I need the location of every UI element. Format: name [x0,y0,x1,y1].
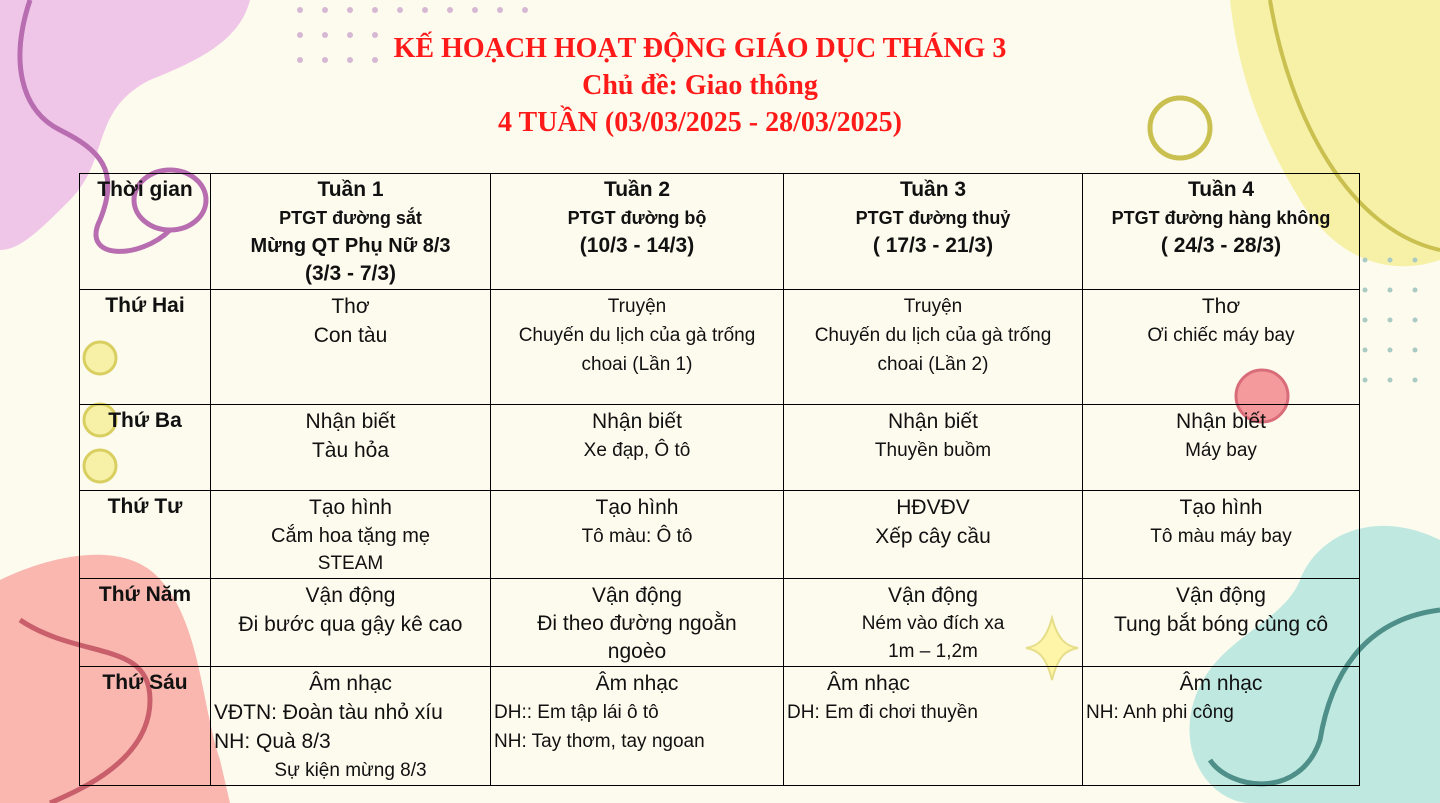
activity-cell [211,579,491,667]
activity-cell [784,667,1083,786]
header [0,30,1400,141]
table-row [80,491,1360,579]
activity-cell [784,290,1083,405]
week-header [211,174,491,290]
activity-type: Vận động [305,584,396,607]
week-date: (3/3 - 7/3) [304,262,397,285]
activity-detail: Ơi chiếc máy bay [1147,325,1295,346]
table-row [80,579,1360,667]
activity-cell [1083,667,1360,786]
activity-detail: choai (Lần 1) [581,354,693,375]
activity-detail: STEAM [317,553,384,574]
day-cell [80,491,211,579]
week-topic: PTGT đường sắt [279,208,422,228]
week-name: Tuần 3 [899,178,967,201]
activity-detail: Chuyến du lịch của gà trống [518,325,756,346]
activity-detail: Đi bước qua gậy kê cao [238,613,463,636]
activity-detail: VĐTN: Đoàn tàu nhỏ xíu [214,701,443,724]
activity-detail: Con tàu [313,324,388,347]
day-label: Thứ Tư [107,495,183,518]
teal-dots-right [1363,258,1418,383]
activity-detail: NH: Quà 8/3 [214,730,331,753]
week-name: Tuần 2 [603,178,671,201]
activity-cell [491,405,784,491]
corner-label: Thời gian [97,178,193,201]
activity-cell [784,405,1083,491]
activity-detail: NH: Anh phi công [1086,702,1234,723]
week-date: (10/3 - 14/3) [579,234,695,257]
table-row [80,667,1360,786]
theme-title: Chủ đề: Giao thông [582,70,818,101]
activity-cell [211,667,491,786]
activity-type: Vận động [1176,584,1266,607]
table-header-row [80,174,1360,290]
activity-type: Âm nhạc [827,672,910,695]
activity-detail: Xếp cây cầu [875,525,991,548]
activity-cell [211,491,491,579]
activity-type: Nhận biết [592,410,682,433]
activity-detail: Máy bay [1185,440,1257,461]
week-date: ( 24/3 - 28/3) [1160,234,1282,257]
activity-cell [784,579,1083,667]
activity-cell [1083,290,1360,405]
week-header [491,174,784,290]
date-range-title: 4 TUẦN (03/03/2025 - 28/03/2025) [498,107,902,138]
corner-header [80,174,211,290]
page-title: KẾ HOẠCH HOẠT ĐỘNG GIÁO DỤC THÁNG 3 [393,33,1007,64]
activity-detail: DH:: Em tập lái ô tô [494,702,659,723]
activity-detail: ngoèo [607,640,667,663]
activity-detail: Tàu hỏa [311,439,390,462]
activity-cell [211,290,491,405]
activity-cell [1083,579,1360,667]
day-label: Thứ Sáu [102,671,188,694]
activity-type: Truyện [903,296,963,317]
week-name: Tuần 4 [1187,178,1255,201]
activity-cell [491,667,784,786]
activity-type: Tạo hình [309,496,392,519]
activity-detail: Ném vào đích xa [861,613,1005,634]
activity-type: Tạo hình [1179,496,1263,519]
activity-type: Nhận biết [1176,410,1266,433]
activity-detail: Tô màu máy bay [1150,526,1292,547]
table-row [80,290,1360,405]
activity-detail: Chuyến du lịch của gà trống [814,325,1052,346]
activity-cell [491,290,784,405]
week-subtopic: Mừng QT Phụ Nữ 8/3 [250,235,451,257]
activity-detail: DH: Em đi chơi thuyền [787,702,978,723]
table-row [80,405,1360,491]
schedule-table [79,173,1360,786]
activity-type: Tạo hình [595,496,679,519]
activity-type: HĐVĐV [896,496,970,519]
week-date: ( 17/3 - 21/3) [872,234,994,257]
activity-detail: Tung bắt bóng cùng cô [1113,613,1329,636]
day-label: Thứ Ba [108,409,182,432]
activity-type: Nhận biết [305,410,396,433]
day-cell [80,290,211,405]
activity-detail: 1m – 1,2m [888,641,978,662]
day-cell [80,579,211,667]
activity-detail: Cắm hoa tặng mẹ [271,525,430,547]
activity-cell [1083,491,1360,579]
activity-cell [491,579,784,667]
activity-type: Âm nhạc [1179,672,1263,695]
activity-cell [211,405,491,491]
activity-type: Thơ [1201,295,1241,318]
activity-type: Vận động [888,584,978,607]
day-cell [80,405,211,491]
activity-type: Vận động [592,584,682,607]
activity-type: Nhận biết [888,410,978,433]
week-header [784,174,1083,290]
activity-detail: Xe đạp, Ô tô [583,440,691,461]
activity-cell [784,491,1083,579]
activity-type: Âm nhạc [595,672,679,695]
activity-detail: Tô màu: Ô tô [581,526,693,547]
week-name: Tuần 1 [317,178,384,201]
activity-type: Thơ [331,295,370,318]
activity-cell [491,491,784,579]
activity-detail: NH: Tay thơm, tay ngoan [494,731,705,752]
activity-type: Âm nhạc [309,672,392,695]
week-header [1083,174,1360,290]
week-topic: PTGT đường hàng không [1111,208,1331,228]
week-topic: PTGT đường thuỷ [855,208,1011,228]
day-cell [80,667,211,786]
week-topic: PTGT đường bộ [567,208,707,228]
activity-type: Truyện [607,296,667,317]
activity-cell [1083,405,1360,491]
activity-detail: choai (Lần 2) [877,354,989,375]
activity-detail: Sự kiện mừng 8/3 [274,760,427,781]
activity-detail: Đi theo đường ngoằn [537,612,737,635]
activity-detail: Thuyền buồm [874,440,992,461]
day-label: Thứ Năm [98,583,192,606]
day-label: Thứ Hai [105,294,185,317]
